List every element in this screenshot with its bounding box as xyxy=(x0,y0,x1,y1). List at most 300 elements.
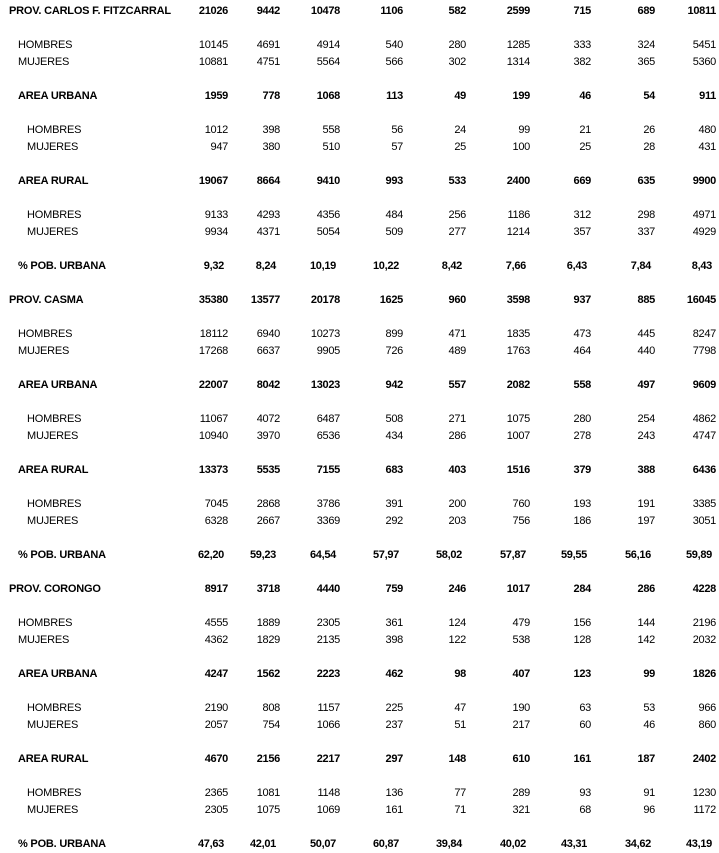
cell-value: 19067 xyxy=(198,175,228,187)
row-label: % POB. URBANA xyxy=(18,549,106,561)
cell-value: 25 xyxy=(579,141,591,153)
cell-value: 715 xyxy=(573,5,591,17)
cell-value: 445 xyxy=(637,328,655,340)
cell-value: 57 xyxy=(391,141,403,153)
cell-value: 56 xyxy=(391,124,403,136)
cell-value: 9609 xyxy=(692,379,716,391)
cell-value: 62,20 xyxy=(197,549,224,561)
cell-value: 1214 xyxy=(506,226,530,238)
cell-value: 1172 xyxy=(693,804,716,816)
row-label: HOMBRES xyxy=(27,124,82,136)
cell-value: 960 xyxy=(448,294,466,306)
cell-value: 9410 xyxy=(316,175,340,187)
area-rural-women-row xyxy=(0,224,719,241)
cell-value: 7,66 xyxy=(505,260,526,272)
row-label: HOMBRES xyxy=(27,702,82,714)
cell-value: 47 xyxy=(454,702,466,714)
cell-value: 21026 xyxy=(198,5,228,17)
cell-value: 462 xyxy=(385,668,403,680)
cell-value: 4228 xyxy=(692,583,716,595)
cell-value: 8917 xyxy=(204,583,228,595)
cell-value: 860 xyxy=(698,719,716,731)
area-rural-row xyxy=(0,751,719,768)
cell-value: 1314 xyxy=(506,56,530,68)
area-rural-men-row xyxy=(0,785,719,802)
cell-value: 10940 xyxy=(198,430,228,442)
cell-value: 35380 xyxy=(198,294,228,306)
cell-value: 8,24 xyxy=(255,260,276,272)
cell-value: 225 xyxy=(385,702,403,714)
cell-value: 99 xyxy=(643,668,655,680)
area-urbana-women-row xyxy=(0,717,719,734)
cell-value: 9,32 xyxy=(203,260,224,272)
cell-value: 635 xyxy=(637,175,655,187)
cell-value: 49 xyxy=(454,90,466,102)
cell-value: 4929 xyxy=(692,226,716,238)
cell-value: 10145 xyxy=(198,39,228,51)
cell-value: 10478 xyxy=(310,5,340,17)
cell-value: 2135 xyxy=(316,634,340,646)
cell-value: 161 xyxy=(573,753,591,765)
cell-value: 398 xyxy=(262,124,280,136)
cell-value: 26 xyxy=(643,124,655,136)
cell-value: 324 xyxy=(637,39,655,51)
cell-value: 286 xyxy=(637,583,655,595)
cell-value: 136 xyxy=(385,787,403,799)
cell-value: 1075 xyxy=(256,804,280,816)
cell-value: 53 xyxy=(643,702,655,714)
cell-value: 558 xyxy=(573,379,591,391)
cell-value: 98 xyxy=(454,668,466,680)
cell-value: 199 xyxy=(512,90,530,102)
cell-value: 122 xyxy=(448,634,466,646)
cell-value: 4971 xyxy=(692,209,716,221)
row-label: MUJERES xyxy=(27,719,79,731)
province-row xyxy=(0,581,719,598)
cell-value: 54 xyxy=(643,90,655,102)
cell-value: 4371 xyxy=(256,226,280,238)
cell-value: 7155 xyxy=(316,464,340,476)
cell-value: 380 xyxy=(262,141,280,153)
cell-value: 60,87 xyxy=(372,838,399,850)
cell-value: 10811 xyxy=(687,5,716,17)
cell-value: 464 xyxy=(573,345,591,357)
row-label: AREA RURAL xyxy=(18,175,89,187)
cell-value: 760 xyxy=(512,498,530,510)
cell-value: 4555 xyxy=(204,617,228,629)
cell-value: 63 xyxy=(579,702,591,714)
area-urbana-row xyxy=(0,377,719,394)
cell-value: 56,16 xyxy=(624,549,651,561)
pct-urban-row xyxy=(0,258,719,275)
cell-value: 440 xyxy=(637,345,655,357)
row-label: MUJERES xyxy=(27,515,79,527)
cell-value: 497 xyxy=(637,379,655,391)
cell-value: 885 xyxy=(637,294,655,306)
cell-value: 759 xyxy=(385,583,403,595)
cell-value: 148 xyxy=(448,753,466,765)
row-label: MUJERES xyxy=(27,430,79,442)
cell-value: 28 xyxy=(643,141,655,153)
cell-value: 9905 xyxy=(316,345,340,357)
cell-value: 2223 xyxy=(316,668,340,680)
row-label: AREA URBANA xyxy=(18,90,98,102)
cell-value: 13023 xyxy=(310,379,340,391)
cell-value: 966 xyxy=(698,702,716,714)
cell-value: 1562 xyxy=(256,668,280,680)
cell-value: 4356 xyxy=(316,209,340,221)
cell-value: 13577 xyxy=(250,294,280,306)
cell-value: 200 xyxy=(448,498,466,510)
cell-value: 6,43 xyxy=(566,260,587,272)
cell-value: 4691 xyxy=(256,39,280,51)
row-label: MUJERES xyxy=(27,226,79,238)
cell-value: 1148 xyxy=(317,787,340,799)
cell-value: 59,89 xyxy=(685,549,712,561)
cell-value: 2196 xyxy=(692,617,716,629)
row-label: HOMBRES xyxy=(18,39,73,51)
cell-value: 2190 xyxy=(204,702,228,714)
cell-value: 479 xyxy=(512,617,530,629)
cell-value: 4862 xyxy=(692,413,716,425)
cell-value: 993 xyxy=(385,175,403,187)
cell-value: 473 xyxy=(573,328,591,340)
cell-value: 289 xyxy=(512,787,530,799)
cell-value: 8,43 xyxy=(691,260,712,272)
cell-value: 298 xyxy=(637,209,655,221)
cell-value: 1230 xyxy=(692,787,716,799)
cell-value: 6328 xyxy=(204,515,228,527)
row-label: % POB. URBANA xyxy=(18,838,106,850)
cell-value: 2400 xyxy=(506,175,530,187)
cell-value: 669 xyxy=(573,175,591,187)
cell-value: 254 xyxy=(637,413,655,425)
cell-value: 540 xyxy=(385,39,403,51)
cell-value: 510 xyxy=(322,141,340,153)
cell-value: 2599 xyxy=(506,5,530,17)
cell-value: 17268 xyxy=(198,345,228,357)
row-label: MUJERES xyxy=(27,804,79,816)
cell-value: 4914 xyxy=(316,39,340,51)
men-row xyxy=(0,326,719,343)
cell-value: 47,63 xyxy=(197,838,224,850)
cell-value: 471 xyxy=(448,328,466,340)
cell-value: 4362 xyxy=(204,634,228,646)
row-label: HOMBRES xyxy=(27,498,82,510)
cell-value: 51 xyxy=(454,719,466,731)
cell-value: 754 xyxy=(262,719,280,731)
row-label: MUJERES xyxy=(18,345,70,357)
cell-value: 8042 xyxy=(256,379,280,391)
cell-value: 5360 xyxy=(692,56,716,68)
cell-value: 1068 xyxy=(316,90,340,102)
area-rural-women-row xyxy=(0,802,719,819)
cell-value: 256 xyxy=(448,209,466,221)
cell-value: 4747 xyxy=(692,430,716,442)
cell-value: 2057 xyxy=(204,719,228,731)
cell-value: 937 xyxy=(573,294,591,306)
area-urbana-women-row xyxy=(0,428,719,445)
row-label: % POB. URBANA xyxy=(18,260,106,272)
cell-value: 57,97 xyxy=(372,549,399,561)
cell-value: 9442 xyxy=(256,5,280,17)
cell-value: 297 xyxy=(385,753,403,765)
cell-value: 16045 xyxy=(686,294,716,306)
cell-value: 10,19 xyxy=(309,260,336,272)
cell-value: 508 xyxy=(385,413,403,425)
cell-value: 284 xyxy=(573,583,591,595)
cell-value: 365 xyxy=(637,56,655,68)
cell-value: 9934 xyxy=(204,226,228,238)
cell-value: 113 xyxy=(386,90,403,102)
cell-value: 5564 xyxy=(316,56,340,68)
cell-value: 1066 xyxy=(316,719,340,731)
cell-value: 2305 xyxy=(204,804,228,816)
area-rural-men-row xyxy=(0,496,719,513)
cell-value: 39,84 xyxy=(435,838,462,850)
cell-value: 6436 xyxy=(692,464,716,476)
cell-value: 5451 xyxy=(692,39,716,51)
cell-value: 756 xyxy=(512,515,530,527)
row-label: HOMBRES xyxy=(27,209,82,221)
cell-value: 509 xyxy=(385,226,403,238)
cell-value: 1959 xyxy=(204,90,228,102)
cell-value: 292 xyxy=(385,515,403,527)
cell-value: 683 xyxy=(385,464,403,476)
area-urbana-row xyxy=(0,666,719,683)
cell-value: 10,22 xyxy=(372,260,399,272)
cell-value: 557 xyxy=(448,379,466,391)
cell-value: 398 xyxy=(385,634,403,646)
cell-value: 1763 xyxy=(506,345,530,357)
cell-value: 484 xyxy=(385,209,403,221)
cell-value: 77 xyxy=(454,787,466,799)
cell-value: 142 xyxy=(637,634,655,646)
cell-value: 302 xyxy=(448,56,466,68)
cell-value: 1106 xyxy=(380,5,403,17)
cell-value: 57,87 xyxy=(499,549,526,561)
cell-value: 2667 xyxy=(256,515,280,527)
cell-value: 312 xyxy=(573,209,591,221)
area-rural-men-row xyxy=(0,207,719,224)
cell-value: 899 xyxy=(385,328,403,340)
cell-value: 489 xyxy=(448,345,466,357)
cell-value: 480 xyxy=(698,124,716,136)
cell-value: 280 xyxy=(448,39,466,51)
cell-value: 10273 xyxy=(310,328,340,340)
cell-value: 99 xyxy=(518,124,530,136)
cell-value: 2305 xyxy=(316,617,340,629)
cell-value: 407 xyxy=(512,668,530,680)
cell-value: 3051 xyxy=(692,515,716,527)
cell-value: 58,02 xyxy=(435,549,462,561)
cell-value: 2868 xyxy=(256,498,280,510)
cell-value: 144 xyxy=(637,617,655,629)
cell-value: 22007 xyxy=(198,379,228,391)
cell-value: 11067 xyxy=(199,413,228,425)
cell-value: 566 xyxy=(385,56,403,68)
row-label: MUJERES xyxy=(18,56,70,68)
row-label: MUJERES xyxy=(18,634,70,646)
cell-value: 5535 xyxy=(256,464,280,476)
cell-value: 42,01 xyxy=(249,838,276,850)
cell-value: 3718 xyxy=(256,583,280,595)
cell-value: 1625 xyxy=(379,294,403,306)
cell-value: 197 xyxy=(637,515,655,527)
cell-value: 13373 xyxy=(198,464,228,476)
cell-value: 1157 xyxy=(317,702,340,714)
cell-value: 1186 xyxy=(507,209,530,221)
pct-urban-row xyxy=(0,547,719,564)
cell-value: 34,62 xyxy=(624,838,651,850)
cell-value: 1017 xyxy=(506,583,530,595)
cell-value: 610 xyxy=(512,753,530,765)
cell-value: 8664 xyxy=(256,175,280,187)
cell-value: 808 xyxy=(262,702,280,714)
area-urbana-row xyxy=(0,88,719,105)
area-urbana-women-row xyxy=(0,139,719,156)
cell-value: 391 xyxy=(385,498,403,510)
cell-value: 271 xyxy=(448,413,466,425)
cell-value: 24 xyxy=(454,124,466,136)
cell-value: 243 xyxy=(637,430,655,442)
cell-value: 96 xyxy=(643,804,655,816)
cell-value: 7798 xyxy=(692,345,716,357)
cell-value: 59,23 xyxy=(249,549,276,561)
cell-value: 190 xyxy=(512,702,530,714)
women-row xyxy=(0,54,719,71)
row-label: AREA URBANA xyxy=(18,668,98,680)
cell-value: 93 xyxy=(579,787,591,799)
cell-value: 186 xyxy=(573,515,591,527)
cell-value: 357 xyxy=(573,226,591,238)
cell-value: 161 xyxy=(385,804,403,816)
cell-value: 277 xyxy=(448,226,466,238)
men-row xyxy=(0,615,719,632)
cell-value: 156 xyxy=(573,617,591,629)
cell-value: 582 xyxy=(448,5,466,17)
cell-value: 1007 xyxy=(506,430,530,442)
cell-value: 91 xyxy=(643,787,655,799)
cell-value: 379 xyxy=(573,464,591,476)
cell-value: 431 xyxy=(698,141,716,153)
cell-value: 1516 xyxy=(506,464,530,476)
cell-value: 43,31 xyxy=(560,838,587,850)
cell-value: 100 xyxy=(512,141,530,153)
cell-value: 947 xyxy=(210,141,228,153)
cell-value: 278 xyxy=(573,430,591,442)
cell-value: 558 xyxy=(322,124,340,136)
cell-value: 726 xyxy=(385,345,403,357)
cell-value: 3786 xyxy=(316,498,340,510)
women-row xyxy=(0,343,719,360)
cell-value: 59,55 xyxy=(560,549,587,561)
cell-value: 3970 xyxy=(256,430,280,442)
row-label: AREA RURAL xyxy=(18,464,89,476)
cell-value: 4072 xyxy=(256,413,280,425)
cell-value: 2156 xyxy=(256,753,280,765)
cell-value: 1069 xyxy=(316,804,340,816)
cell-value: 280 xyxy=(573,413,591,425)
row-label: HOMBRES xyxy=(18,617,73,629)
cell-value: 128 xyxy=(573,634,591,646)
cell-value: 689 xyxy=(637,5,655,17)
cell-value: 10881 xyxy=(198,56,228,68)
cell-value: 68 xyxy=(579,804,591,816)
cell-value: 2402 xyxy=(692,753,716,765)
cell-value: 942 xyxy=(385,379,403,391)
cell-value: 7,84 xyxy=(630,260,651,272)
cell-value: 3385 xyxy=(692,498,716,510)
cell-value: 191 xyxy=(637,498,655,510)
row-label: HOMBRES xyxy=(18,328,73,340)
cell-value: 337 xyxy=(637,226,655,238)
cell-value: 778 xyxy=(262,90,280,102)
cell-value: 246 xyxy=(448,583,466,595)
cell-value: 1012 xyxy=(204,124,228,136)
cell-value: 382 xyxy=(573,56,591,68)
cell-value: 237 xyxy=(385,719,403,731)
cell-value: 4247 xyxy=(204,668,228,680)
cell-value: 123 xyxy=(573,668,591,680)
cell-value: 4751 xyxy=(256,56,280,68)
cell-value: 64,54 xyxy=(309,549,336,561)
cell-value: 2217 xyxy=(316,753,340,765)
province-row xyxy=(0,3,719,20)
cell-value: 4440 xyxy=(316,583,340,595)
cell-value: 43,19 xyxy=(685,838,712,850)
cell-value: 3369 xyxy=(316,515,340,527)
row-label: HOMBRES xyxy=(27,787,82,799)
area-urbana-men-row xyxy=(0,122,719,139)
area-rural-row xyxy=(0,173,719,190)
cell-value: 1081 xyxy=(256,787,280,799)
cell-value: 217 xyxy=(512,719,530,731)
cell-value: 911 xyxy=(699,90,716,102)
cell-value: 5054 xyxy=(316,226,340,238)
province-row xyxy=(0,292,719,309)
row-label: PROV. CASMA xyxy=(9,294,84,306)
cell-value: 46 xyxy=(643,719,655,731)
cell-value: 46 xyxy=(579,90,591,102)
row-label: MUJERES xyxy=(27,141,79,153)
cell-value: 1285 xyxy=(506,39,530,51)
cell-value: 6940 xyxy=(256,328,280,340)
women-row xyxy=(0,632,719,649)
pct-urban-row xyxy=(0,836,719,853)
cell-value: 1889 xyxy=(256,617,280,629)
cell-value: 25 xyxy=(454,141,466,153)
area-rural-women-row xyxy=(0,513,719,530)
cell-value: 1826 xyxy=(692,668,716,680)
cell-value: 1075 xyxy=(506,413,530,425)
cell-value: 403 xyxy=(448,464,466,476)
cell-value: 6536 xyxy=(316,430,340,442)
cell-value: 4670 xyxy=(204,753,228,765)
cell-value: 2032 xyxy=(692,634,716,646)
cell-value: 3598 xyxy=(506,294,530,306)
cell-value: 2365 xyxy=(204,787,228,799)
cell-value: 18112 xyxy=(199,328,228,340)
cell-value: 60 xyxy=(579,719,591,731)
area-urbana-men-row xyxy=(0,411,719,428)
cell-value: 20178 xyxy=(310,294,340,306)
cell-value: 4293 xyxy=(256,209,280,221)
cell-value: 9133 xyxy=(204,209,228,221)
cell-value: 187 xyxy=(637,753,655,765)
cell-value: 388 xyxy=(637,464,655,476)
cell-value: 8247 xyxy=(692,328,716,340)
